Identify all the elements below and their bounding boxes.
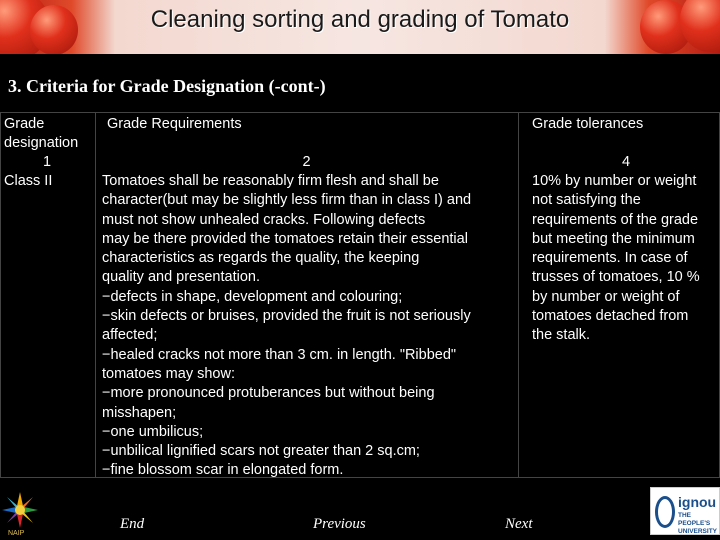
column-divider xyxy=(95,113,96,477)
tolerance-line: 10% by number or weight xyxy=(532,173,697,189)
defect-list-item: −one umbilicus; xyxy=(102,423,204,440)
requirements-line: character(but may be slightly less firm than in class I) and xyxy=(102,192,472,209)
title-banner xyxy=(0,0,720,54)
tolerance-line: not satisfying the xyxy=(532,192,641,209)
header-grade-tolerances: Grade tolerances xyxy=(532,116,644,132)
ignou-emblem-icon xyxy=(655,496,675,528)
defect-list-item: affected; xyxy=(102,327,158,344)
tolerance-line: requirements. In case of xyxy=(532,250,688,267)
grade-requirements-text xyxy=(102,172,511,481)
previous-link[interactable]: Previous xyxy=(313,516,366,532)
header-grade-designation: Grade designation xyxy=(4,116,79,152)
defect-list-item: −more pronounced protuberances but without being xyxy=(102,385,435,402)
tolerance-line: the stalk. xyxy=(532,327,591,344)
defect-list-item: −healed cracks not more than 3 cm. in length. "Ribbed" xyxy=(102,346,457,363)
column-number: 2 xyxy=(302,154,311,170)
defect-list-item: −fine blossom scar in elongated form. xyxy=(102,462,344,479)
defect-list-item: tomatoes may show: xyxy=(102,365,235,382)
page-title: Cleaning sorting and grading of Tomato xyxy=(150,6,570,33)
requirements-line: quality and presentation. xyxy=(102,269,260,286)
grade-tolerances-text xyxy=(532,172,720,346)
ignou-logo xyxy=(650,487,720,535)
end-link[interactable]: End xyxy=(120,516,145,532)
requirements-line: must not show unhealed cracks. Following defects xyxy=(102,211,426,228)
column-divider xyxy=(518,113,519,477)
next-link[interactable]: Next xyxy=(505,516,533,532)
ignou-logo-name: ignou xyxy=(678,494,717,510)
defect-list-item: −defects in shape, development and colouring; xyxy=(102,288,403,305)
ignou-logo-tagline: THE PEOPLE'S UNIVERSITY xyxy=(678,512,718,535)
section-heading: 3. Criteria for Grade Designation (-cont-) xyxy=(8,76,326,96)
column-number: 1 xyxy=(42,154,52,170)
naip-caption: NAIP xyxy=(8,530,25,537)
tolerance-line: but meeting the minimum xyxy=(532,230,695,247)
defect-list-item: −unbilical lignified scars not greater than 2 sq.cm; xyxy=(102,443,420,460)
tolerance-line: tomatoes detached from xyxy=(532,308,689,325)
requirements-line: characteristics as regards the quality, the keeping xyxy=(102,250,420,267)
column-number: 4 xyxy=(621,154,631,170)
requirements-line: may be there provided the tomatoes retain their essential xyxy=(102,230,468,247)
naip-logo xyxy=(0,490,42,540)
header-grade-requirements: Grade Requirements xyxy=(107,116,242,132)
defect-list-item: −skin defects or bruises, provided the fruit is not seriously xyxy=(102,308,471,325)
tolerance-line: by number or weight of xyxy=(532,288,680,305)
tolerance-line: trusses of tomatoes, 10 % xyxy=(532,269,700,286)
grade-class-ii: Class II xyxy=(4,173,53,189)
tolerance-line: requirements of the grade xyxy=(532,211,699,228)
requirements-line: Tomatoes shall be reasonably firm flesh and shall be xyxy=(102,173,439,189)
grade-criteria-table xyxy=(0,112,720,478)
defect-list-item: misshapen; xyxy=(102,404,177,421)
